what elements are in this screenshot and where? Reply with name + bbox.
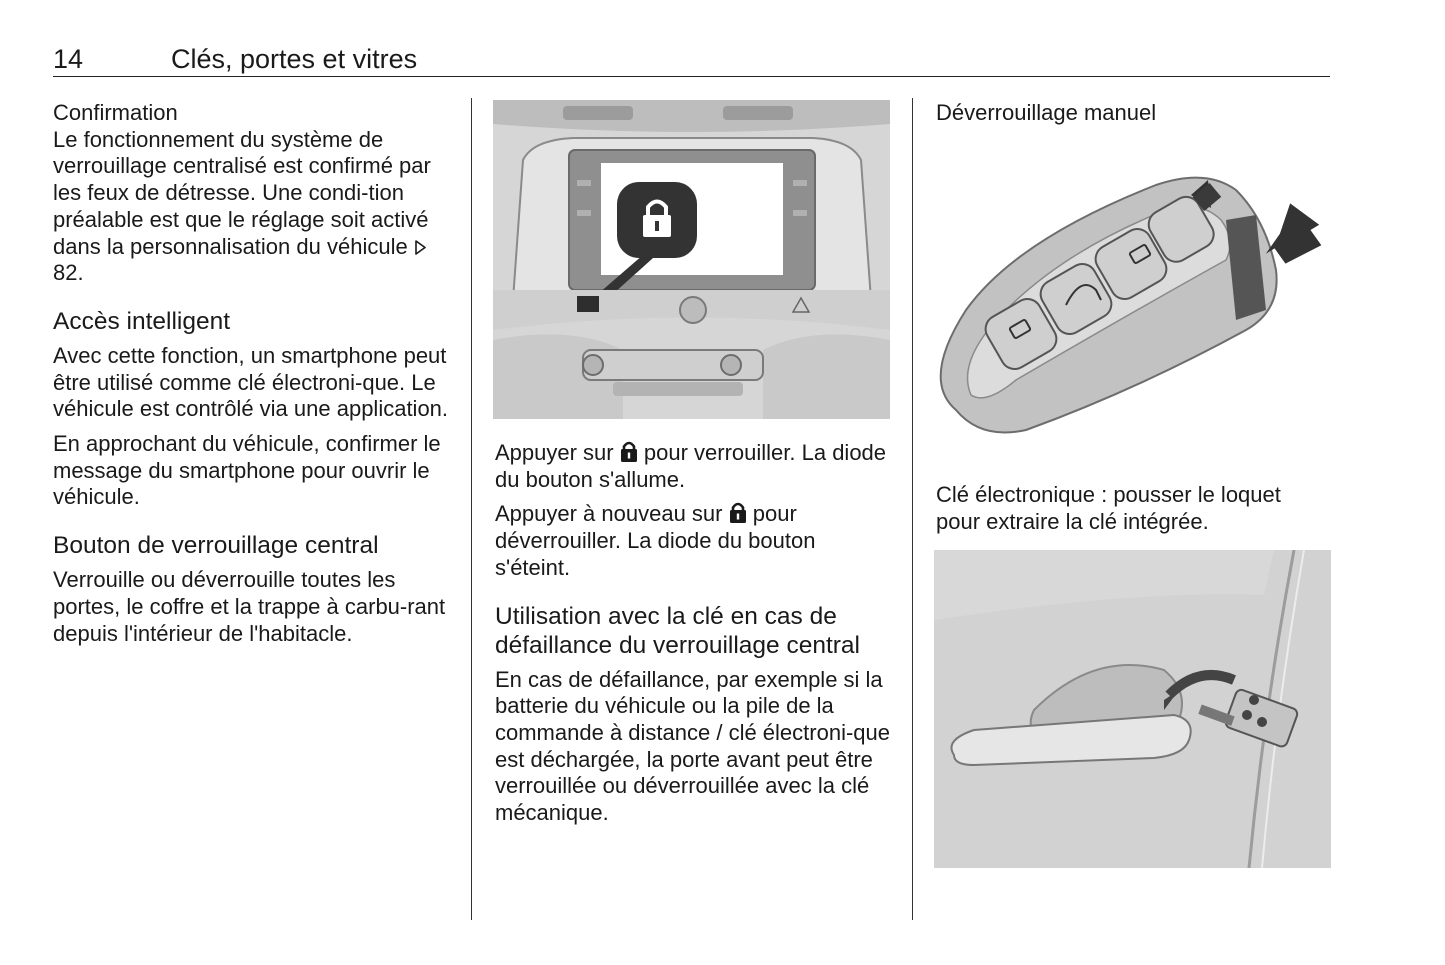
chapter-title: Clés, portes et vitres	[171, 44, 418, 74]
electronic-key-illustration	[936, 160, 1331, 440]
lock-text-b: pour verrouiller. La diode du bouton s'allume.	[495, 440, 887, 492]
column-right	[936, 100, 1331, 127]
confirmation-heading: Confirmation	[53, 100, 178, 125]
unlock-text-a: Appuyer à nouveau sur	[495, 501, 723, 527]
column-middle	[495, 440, 895, 835]
column-left	[53, 100, 453, 655]
page-reference-arrow-icon	[414, 239, 427, 256]
confirmation-page-ref: 82.	[53, 260, 84, 286]
page-header	[53, 40, 1330, 77]
dashboard-illustration	[493, 100, 890, 419]
confirmation-text: Le fonctionnement du système de verrouillage centralisé est confirmé par les feux de détresse. Une condi-tion préalable est que le réglage soit activé dans la personnalisation du véhicule	[53, 126, 431, 259]
lock-icon	[620, 440, 638, 463]
unlock-paragraph	[495, 501, 895, 581]
key-caption-block	[936, 482, 1331, 543]
page-number: 14	[53, 44, 84, 74]
confirmation-paragraph	[53, 127, 453, 287]
column-divider	[471, 98, 472, 920]
door-handle-illustration	[934, 550, 1331, 868]
acces-heading: Accès intelligent	[53, 307, 231, 335]
defaillance-heading: Utilisation avec la clé en cas de défaillance du verrouillage central	[495, 602, 860, 659]
lock-paragraph	[495, 440, 895, 493]
manual-unlock-heading: Déverrouillage manuel	[936, 100, 1157, 125]
key-caption: Clé électronique : pousser le loquet pour extraire la clé intégrée.	[936, 482, 1281, 534]
column-divider	[912, 98, 913, 920]
bouton-heading: Bouton de verrouillage central	[53, 532, 379, 560]
defaillance-paragraph: En cas de défaillance, par exemple si la batterie du véhicule ou la pile de la commande à distance / clé électroni-que est déchargée, la porte avant peut être verrouillée ou déverrouillée avec la clé mécanique.	[495, 666, 890, 826]
bouton-paragraph: Verrouille ou déverrouille toutes les portes, le coffre et la trappe à carbu-rant depuis l'intérieur de l'habitacle.	[53, 567, 446, 646]
lock-text-a: Appuyer sur	[495, 440, 614, 465]
unlock-text-b: pour déverrouiller. La diode du bouton s'éteint.	[495, 501, 816, 580]
acces-paragraph-1: Avec cette fonction, un smartphone peut être utilisé comme clé électroni-que. Le véhicule est contrôlé via une application.	[53, 342, 449, 422]
acces-paragraph-2: En approchant du véhicule, confirmer le message du smartphone pour ouvrir le véhicule.	[53, 431, 441, 510]
lock-icon	[729, 501, 747, 524]
